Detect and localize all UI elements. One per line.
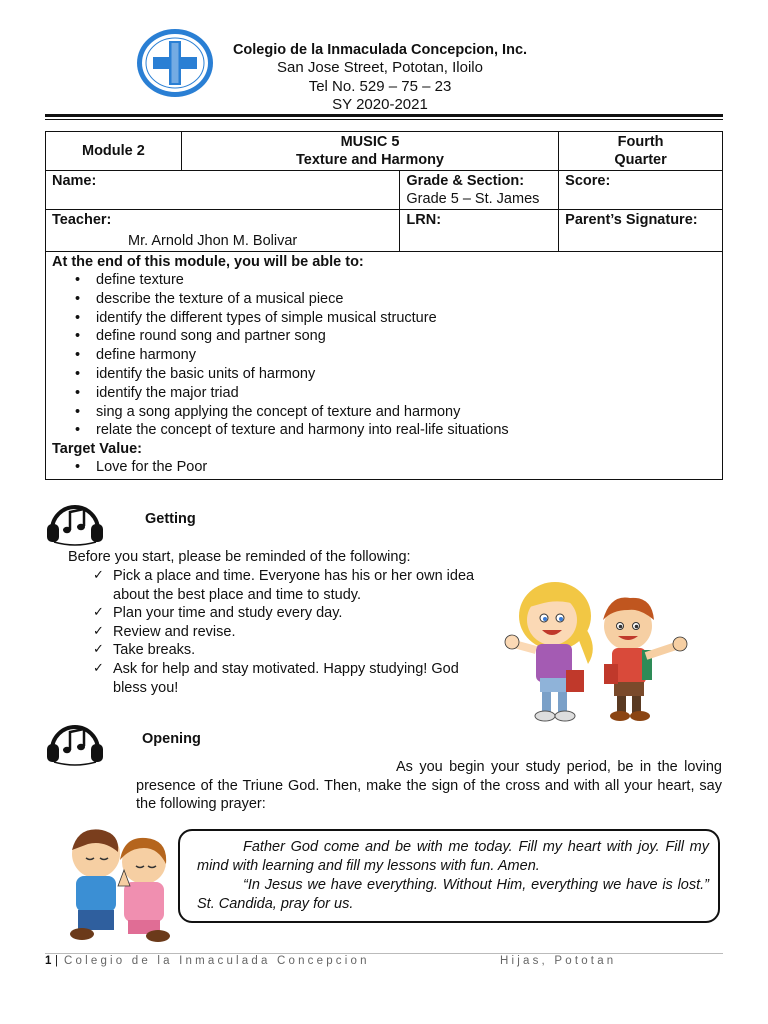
getting-title: Getting [145, 511, 196, 527]
teacher-name: Mr. Arnold Jhon M. Bolivar [128, 233, 298, 249]
list-item: • define harmony [96, 346, 716, 365]
grade-section-label: Grade & Section: [406, 173, 525, 189]
topic-title: Texture and Harmony [296, 152, 444, 168]
quarter-line-2: Quarter [614, 152, 667, 168]
target-value-heading: Target Value: [52, 441, 142, 458]
footer-separator: | [55, 955, 58, 967]
opening-text: As you begin your study period, be in the loving presence of the Triune God. Then, make the sign of the cross and with all your heart, say the following prayer: [136, 759, 722, 812]
name-field[interactable]: Name: [46, 171, 400, 210]
lrn-field[interactable]: LRN: [400, 210, 559, 252]
prayer-text [197, 838, 709, 914]
module-info-table [45, 131, 723, 480]
grade-section-cell [400, 171, 559, 210]
headphones-music-icon [44, 710, 106, 766]
objectives-list [52, 271, 716, 440]
list-item: ✓ Take breaks. [91, 641, 511, 660]
teacher-cell [46, 210, 400, 252]
getting-intro: Before you start, please be reminded of the following: [68, 549, 411, 565]
teacher-label: Teacher: [52, 212, 112, 228]
list-item: • sing a song applying the concept of texture and harmony [96, 403, 716, 422]
school-telephone: Tel No. 529 – 75 – 23 [308, 78, 452, 95]
school-name: Colegio de la Inmaculada Concepcion, Inc. [232, 42, 528, 58]
header-divider-thick [45, 114, 723, 117]
list-item: • relate the concept of texture and harmony into real-life situations [96, 421, 716, 440]
list-item: • identify the different types of simple musical structure [96, 309, 716, 328]
list-item: • Love for the Poor [96, 458, 716, 477]
objectives-heading: At the end of this module, you will be able to: [52, 254, 364, 270]
footer-divider [45, 953, 723, 954]
header-divider-thin [45, 119, 723, 120]
score-field[interactable]: Score: [559, 171, 723, 210]
prayer-paragraph-1: Father God come and be with me today. Fill my heart with joy. Fill my mind with learning and fill my lessons with fun. Amen. [197, 839, 709, 874]
prayer-paragraph-2: “In Jesus we have everything. Without Him, everything we have is lost.” St. Candida, pray for us. [197, 877, 709, 912]
footer-location: Hijas, Pototan [500, 955, 617, 967]
school-year: SY 2020-2021 [332, 96, 428, 113]
parent-signature-field[interactable]: Parent’s Signature: [559, 210, 723, 252]
list-item: • describe the texture of a musical piece [96, 290, 716, 309]
subject-title: MUSIC 5 [340, 134, 400, 150]
thumbs-up-kids-illustration [500, 568, 696, 728]
page-number: 1 [45, 955, 52, 967]
grade-section-value: Grade 5 – St. James [406, 191, 540, 207]
list-item: • identify the major triad [96, 384, 716, 403]
headphones-music-icon [44, 490, 106, 546]
footer-school-name: Colegio de la Inmaculada Concepcion [64, 955, 370, 967]
list-item: ✓ Review and revise. [91, 623, 511, 642]
quarter-cell [559, 132, 723, 171]
subject-cell [181, 132, 558, 171]
study-tips-list [91, 567, 511, 697]
list-item: • identify the basic units of harmony [96, 365, 716, 384]
list-item: ✓ Ask for help and stay motivated. Happy studying! God bless you! [91, 660, 473, 697]
list-item: • define texture [96, 271, 716, 290]
quarter-line-1: Fourth [617, 134, 664, 150]
school-address: San Jose Street, Pototan, Iloilo [277, 59, 483, 76]
opening-title: Opening [142, 731, 201, 747]
target-value-list [52, 458, 716, 477]
objectives-cell [46, 252, 723, 480]
list-item: ✓ Plan your time and study every day. [91, 604, 511, 623]
list-item: • define round song and partner song [96, 327, 716, 346]
list-item: ✓ Pick a place and time. Everyone has his or her own idea about the best place and time to study. [91, 567, 511, 604]
praying-kids-illustration [58, 824, 178, 946]
module-number: Module 2 [46, 132, 182, 171]
